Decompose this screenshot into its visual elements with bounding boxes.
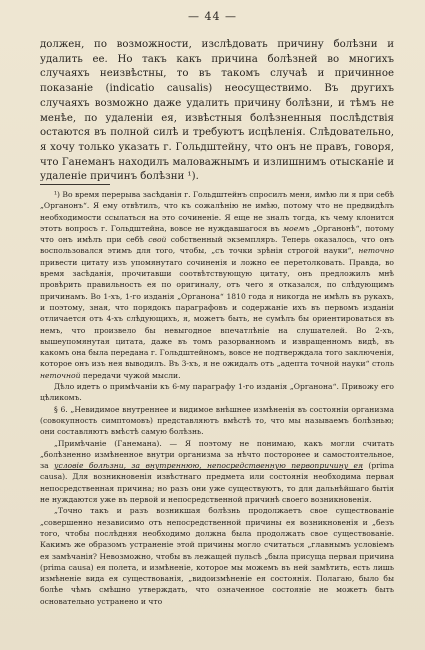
footnote-text: ¹) Во время перерыва засѣданія г. Гольдштейнъ спросилъ меня, имѣю ли я при себѣ „Органонъ“. Я ему отвѣтилъ, что къ сожалѣнію не имѣю, потому что не предвидѣлъ необходимости ссылаться на это сочиненіе. Я еще не зналъ тогда, къ чему клонится этотъ вопросъ г. Гольдштейна, вовсе не нуждавшагося въ	[40, 190, 394, 233]
main-paragraph: должен, по возможности, изслѣдовать причину болѣзни и удалить ее. Но такъ какъ причина болѣзней во многихъ случаяхъ неизвѣстны, то въ такомъ случаѣ и причинное показаніе (indicatio causalis) неосуществимо. Въ другихъ случаяхъ возможно даже удалить причину болѣзни, и тѣмъ не менѣе, по удаленіи ея, извѣстныя болѣзненныя послѣдствія остаются въ полной силѣ и требуютъ исцѣленія. Слѣдовательно, я хочу только указать г. Гольдштейну, что онъ не правъ, говоря, что Ганеманъ находилъ маловажнымъ и излишнимъ отысканіе и удаленіе причинъ болѣзни ¹).	[40, 39, 394, 183]
footnote-text: привести цитату изъ упомянутаго сочиненія и ложно ее перетолковать. Правда, во время засѣданія, прочитавши соотвѣтствующую цитату, онъ предложилъ мнѣ провѣрить правильность ея по оригиналу, отъ чего я отказался, по слѣдующимъ причинамъ. Во 1-хъ, 1-го изданія „Органона“ 1810 года я никогда не имѣлъ въ рукахъ, и поэтому, зная, что порядокъ параграфовъ и содержаніе ихъ въ первомъ изданіи отличается отъ 4-хъ слѣдующихъ, я, можетъ быть, не сумѣлъ бы ориентироваться въ немъ, что произвело бы невыгодное впечатлѣніе на слушателей. Во 2-хъ, вышеупомянутая цитата, даже въ томъ разорванномъ и извращенномъ видѣ, въ какомъ она была передана г. Гольдштейномъ, вовсе не подтверждала того заключенія, которое онъ изъ нея выводилъ. Въ 3-хъ, я не ожидалъ отъ „адепта точной науки“ столь	[40, 257, 395, 369]
footnote-paragraph-4	[40, 438, 394, 506]
footnote-emphasis: условіе болѣзни, за внутреннюю, непосредственную первопричину ея	[54, 461, 363, 471]
footnote-emphasis: неточно	[358, 246, 394, 256]
footnote-rule	[40, 184, 110, 185]
main-text	[40, 38, 394, 185]
footnote-text: „Примѣчаніе (Ганемана). — Я поэтому не понимаю, какъ могли считать „болѣзненно измѣненное внутри организма за нѣчто посторонее и самостоятельное, за	[40, 438, 394, 471]
page-number: — 44 —	[188, 10, 237, 23]
footnote-emphasis: моемъ	[282, 223, 310, 233]
footnote-text: „Органонѣ“, потому что онъ имѣлъ при себѣ	[40, 223, 394, 245]
footnote-text: передачи чужой мысли.	[80, 370, 181, 380]
footnote-block	[40, 189, 394, 607]
footnote-paragraph-2: Дѣло идетъ о примѣчаніи къ 6-му параграфу 1-го изданія „Органона“. Привожу его цѣликомъ.	[40, 382, 394, 403]
footnote-text: (prima causa). Для возникновенія извѣстнаго предмета или состоянія необходима первая непосредственная причина; но разъ они уже существуютъ, то для дальнѣйшаго бытія не нуждаются уже въ первой и непосредственной причинѣ своего возникновенія.	[40, 461, 394, 505]
footnote-emphasis: свой	[148, 235, 167, 245]
footnote-text: собственный экземпляръ. Теперь оказалось, что онъ воспользовался этимъ для того, чтобы, „съ точки зрѣнія строгой науки“,	[40, 235, 394, 256]
footnote-paragraph-3: § 6. „Невидимое внутреннее и видимое внѣшнее измѣненія въ состояніи организма (совокупность симптомовъ) представляютъ вмѣстѣ то, что мы называемъ болѣзнью; они составляютъ вмѣстѣ самую болѣзнь.	[40, 404, 394, 437]
footnote-paragraph-5: „Точно такъ и разъ возникшая болѣзнь продолжаетъ свое существованіе „совершенно независимо отъ непосредственной причины ея возникновенія и „безъ того, чтобы послѣдняя необходимо должна была продолжать свое существованіе. Какимъ же образомъ устраненіе этой причины могло считаться „главнымъ условіемъ ея замѣчанія? Невозможно, чтобы въ лежащей пульсѣ „была присуща первая причина (prima causa) ея полета, и измѣненіе, которое мы можемъ въ ней замѣтить, есть лишь измѣненіе вида ея существованія, „видоизмѣненіе ея состоянія. Полагаю, было бы болѣе чѣмъ смѣшно утверждать, что означенное состояніе не можетъ быть основательно устранено и что	[40, 506, 394, 606]
footnote-emphasis: неточной	[40, 370, 81, 380]
footnote-paragraph-1	[40, 189, 394, 381]
